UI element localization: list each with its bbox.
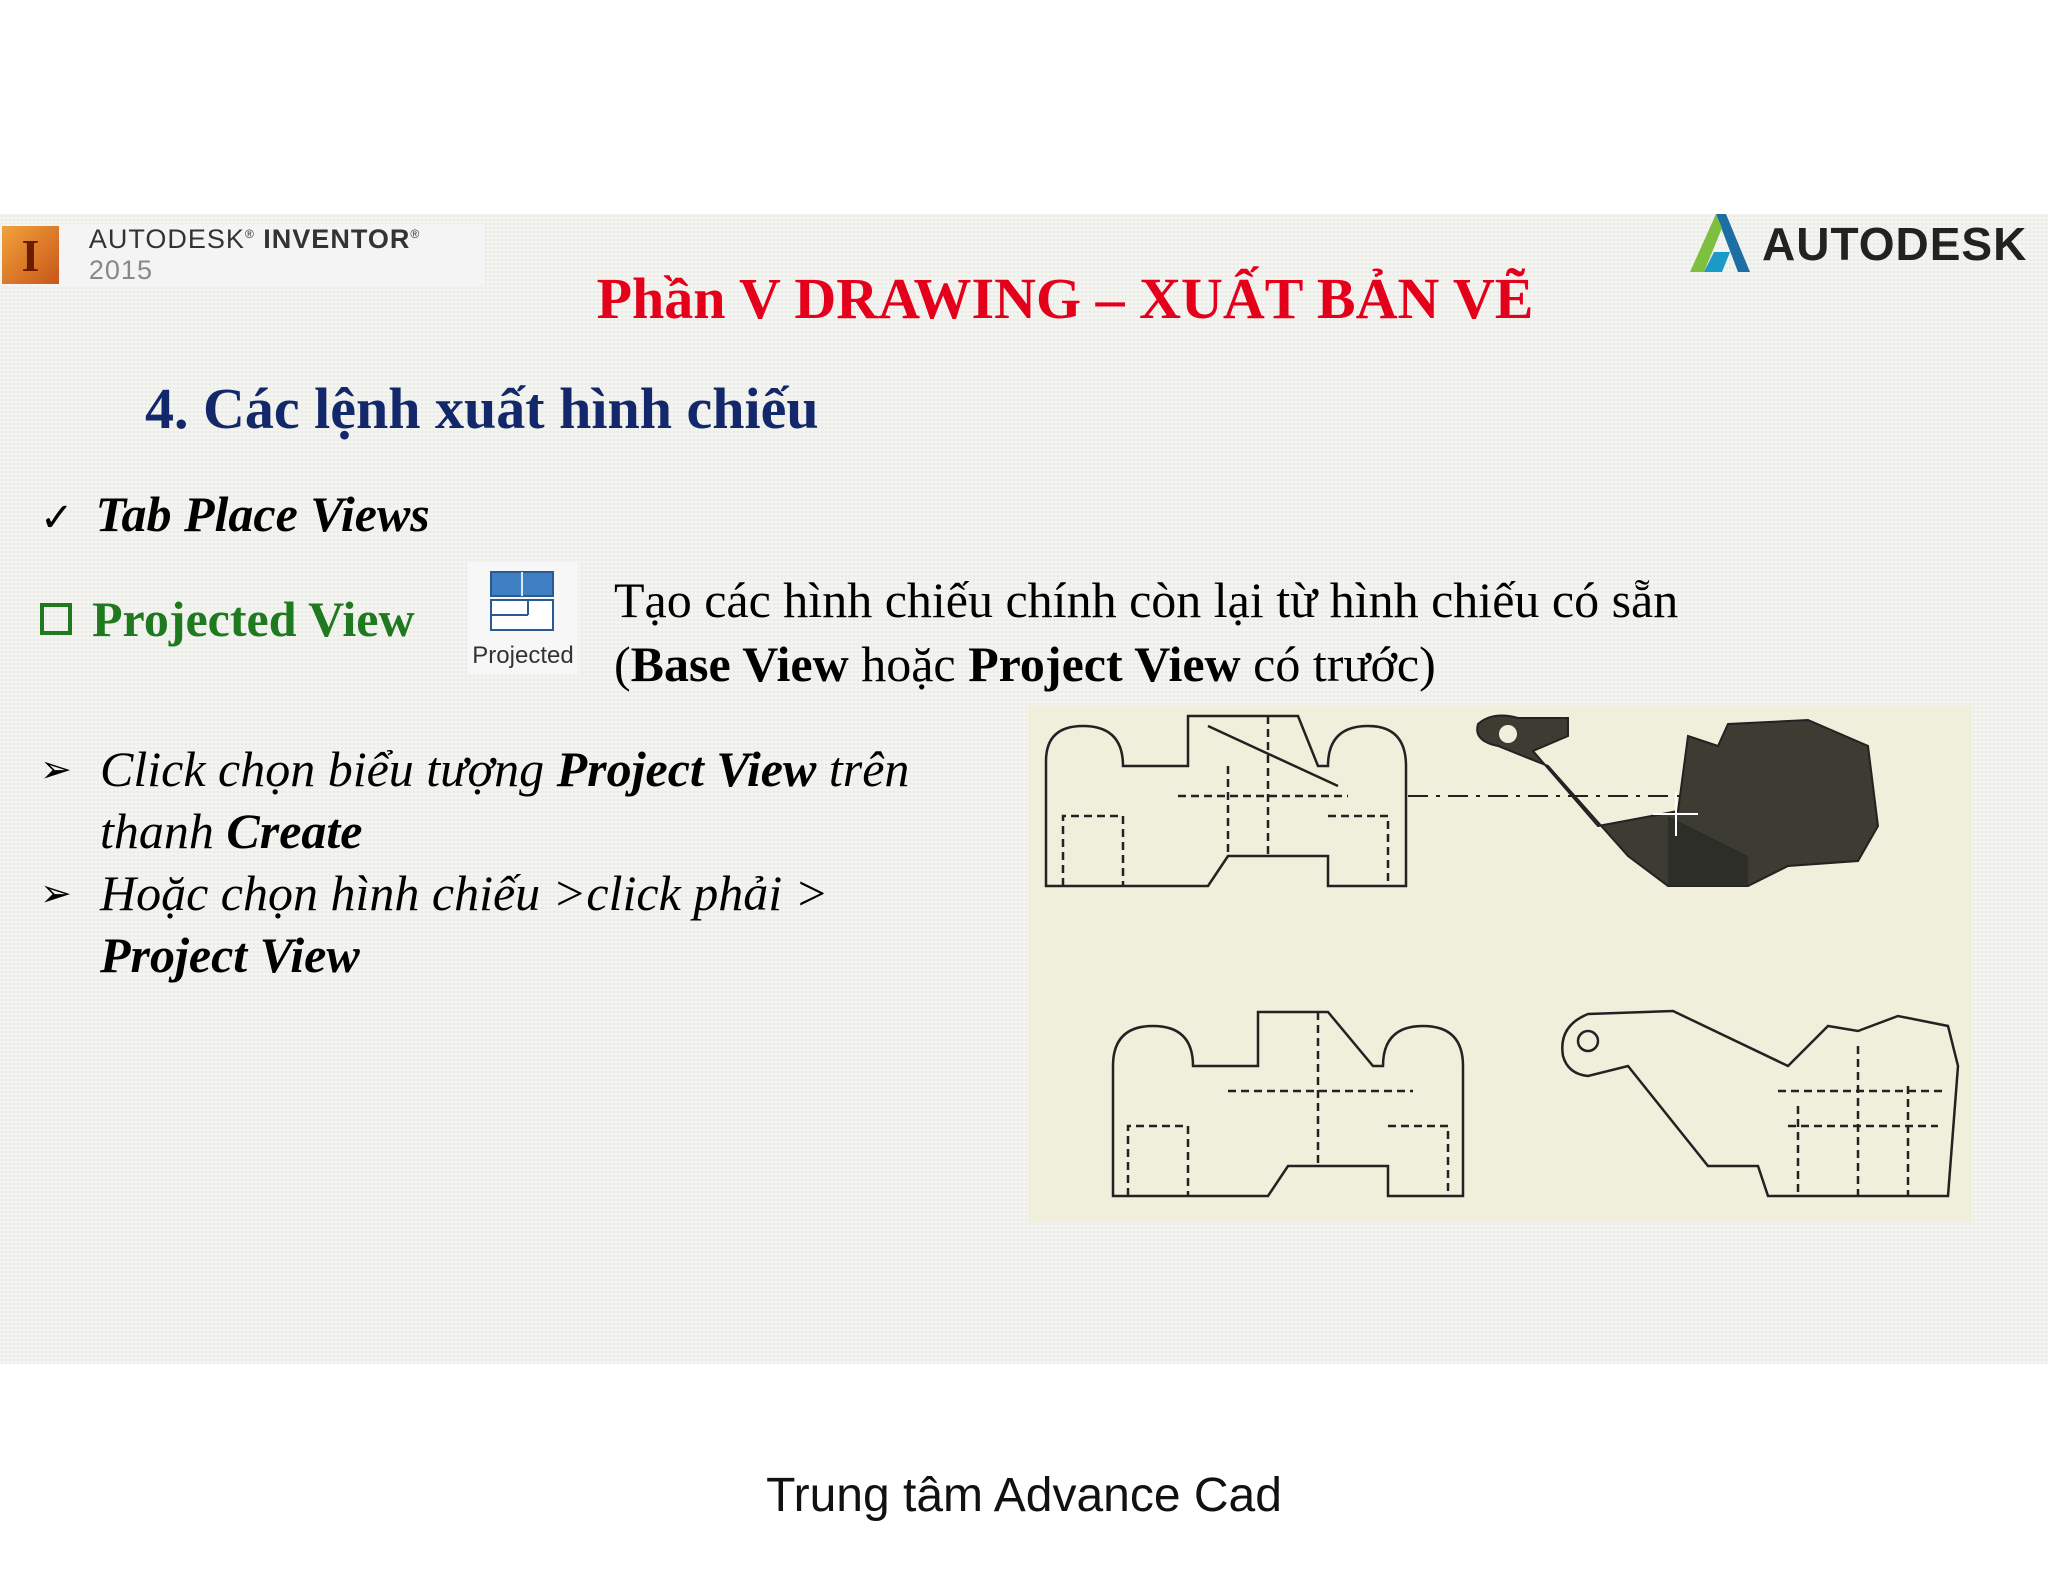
check-icon: ✓ (40, 495, 74, 541)
checkbox-square-icon (40, 603, 72, 635)
description-line-1: Tạo các hình chiếu chính còn lại từ hình chiếu có sẵn (614, 572, 1679, 628)
inventor-year: 2015 (88, 255, 153, 285)
autodesk-wordmark: AUTODESK (1762, 218, 2028, 270)
slide-title: Phần V DRAWING – XUẤT BẢN VẼ (596, 266, 1534, 331)
arrow-bullet-icon: ➢ (40, 871, 72, 915)
list-item-continuation: thanh Create (100, 803, 363, 859)
projected-button[interactable] (468, 562, 578, 674)
tab-place-views-text: Tab Place Views (95, 486, 430, 542)
inventor-product: INVENTOR (263, 224, 411, 254)
projected-button-label: Projected (472, 642, 574, 669)
tab-place-views-line (40, 485, 430, 543)
projected-view-item (40, 590, 415, 648)
list-item-continuation: Project View (100, 927, 360, 983)
projected-description (614, 568, 1678, 696)
projected-view-icon (468, 562, 578, 642)
inventor-brand: AUTODESK (88, 224, 245, 254)
arrow-bullet-icon: ➢ (40, 747, 72, 791)
projected-view-label: Projected View (92, 591, 415, 647)
instruction-list (40, 738, 1020, 986)
projected-views-illustration (1028, 706, 1972, 1222)
list-item: ➢ Hoặc chọn hình chiếu >click phải > (40, 862, 1020, 924)
inventor-i-icon: I (2, 226, 59, 284)
section-heading: 4. Các lệnh xuất hình chiếu (145, 376, 819, 441)
inventor-logo: I AUTODESK® INVENTOR® 2015 (0, 224, 485, 286)
drawing-views-image (1028, 706, 1972, 1222)
description-line-2: (Base View hoặc Project View có trước) (614, 636, 1436, 692)
list-item: ➢ Click chọn biểu tượng Project View trên (40, 738, 1020, 800)
footer-text: Trung tâm Advance Cad (766, 1469, 1282, 1522)
